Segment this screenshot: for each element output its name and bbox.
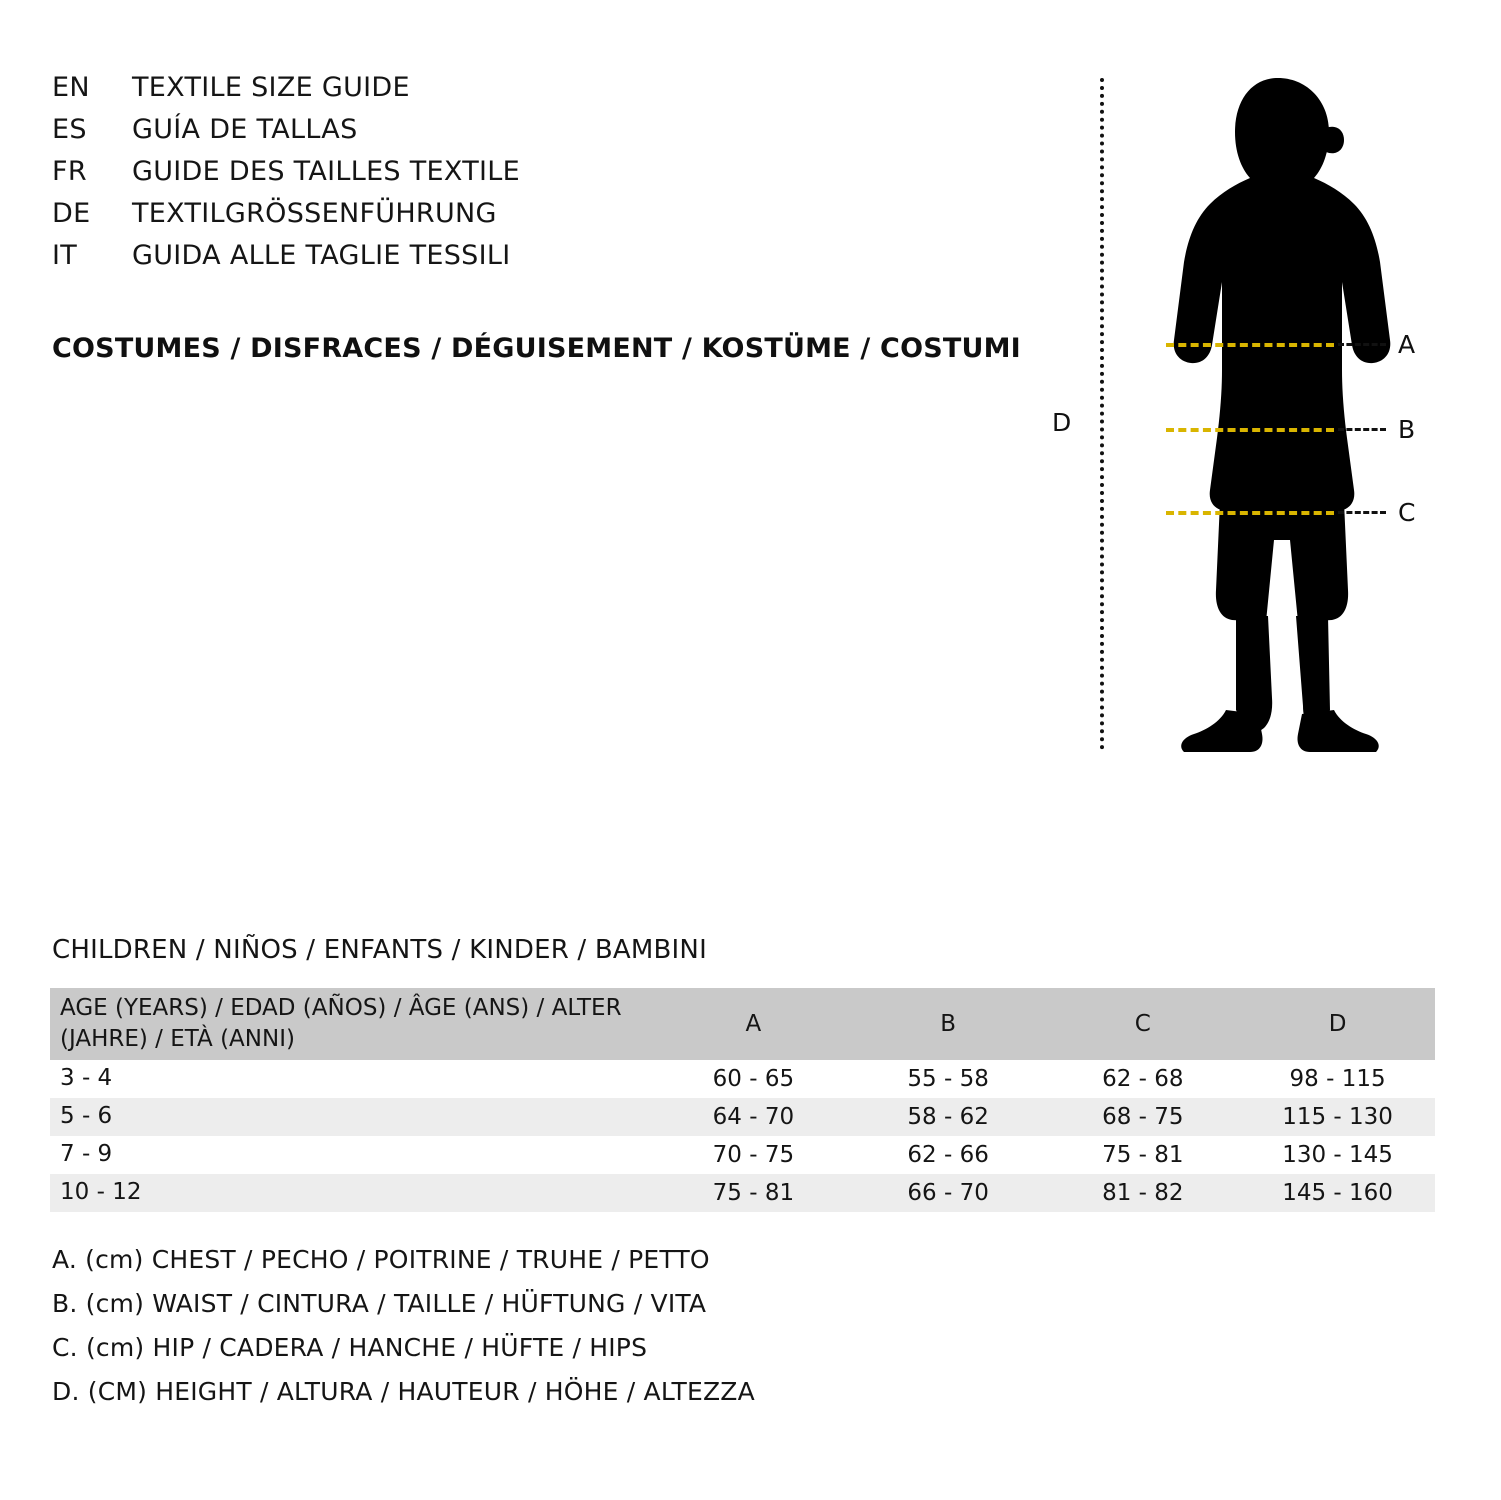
- table-header: [50, 988, 1435, 1060]
- column-header-c: C: [1045, 988, 1240, 1060]
- figure-label-d: D: [1052, 408, 1072, 437]
- cell-c: 62 - 68: [1045, 1060, 1240, 1098]
- chest-leader-line: [1338, 343, 1386, 346]
- language-row: [52, 156, 1032, 198]
- language-row: [52, 240, 1032, 282]
- legend-item-waist: B. (cm) WAIST / CINTURA / TAILLE / HÜFTUNG / VITA: [52, 1289, 707, 1318]
- column-header-d: D: [1240, 988, 1435, 1060]
- cell-c: 75 - 81: [1045, 1136, 1240, 1174]
- cell-age: 7 - 9: [50, 1136, 656, 1174]
- hip-measure-line: [1166, 511, 1334, 515]
- cell-a: 70 - 75: [656, 1136, 851, 1174]
- waist-leader-line: [1338, 428, 1386, 431]
- hip-leader-line: [1338, 511, 1386, 514]
- size-figure: [1020, 60, 1460, 760]
- language-row: [52, 198, 1032, 240]
- child-silhouette-icon: [1140, 70, 1420, 760]
- cell-c: 68 - 75: [1045, 1098, 1240, 1136]
- cell-d: 115 - 130: [1240, 1098, 1435, 1136]
- language-code: FR: [52, 156, 87, 187]
- cell-b: 66 - 70: [851, 1174, 1046, 1212]
- cell-d: 145 - 160: [1240, 1174, 1435, 1212]
- column-header-b: B: [851, 988, 1046, 1060]
- cell-a: 64 - 70: [656, 1098, 851, 1136]
- column-header-age: AGE (YEARS) / EDAD (AÑOS) / ÂGE (ANS) / ALTER (JAHRE) / ETÀ (ANNI): [50, 988, 656, 1060]
- language-list: [52, 72, 1032, 282]
- table-caption: CHILDREN / NIÑOS / ENFANTS / KINDER / BAMBINI: [52, 935, 707, 965]
- legend-item-hip: C. (cm) HIP / CADERA / HANCHE / HÜFTE / HIPS: [52, 1333, 648, 1362]
- language-title: GUIDE DES TAILLES TEXTILE: [132, 156, 520, 187]
- cell-age: 3 - 4: [50, 1060, 656, 1098]
- language-code: DE: [52, 198, 91, 229]
- language-code: ES: [52, 114, 87, 145]
- costumes-subtitle: COSTUMES / DISFRACES / DÉGUISEMENT / KOSTÜME / COSTUMI: [52, 333, 1021, 364]
- cell-b: 62 - 66: [851, 1136, 1046, 1174]
- cell-b: 58 - 62: [851, 1098, 1046, 1136]
- language-code: IT: [52, 240, 78, 271]
- cell-a: 60 - 65: [656, 1060, 851, 1098]
- chest-measure-line: [1166, 343, 1334, 347]
- table-row: [50, 1098, 1435, 1136]
- legend-item-chest: A. (cm) CHEST / PECHO / POITRINE / TRUHE / PETTO: [52, 1245, 710, 1274]
- cell-age: 5 - 6: [50, 1098, 656, 1136]
- figure-label-c: C: [1398, 498, 1416, 527]
- cell-c: 81 - 82: [1045, 1174, 1240, 1212]
- legend-item-height: D. (CM) HEIGHT / ALTURA / HAUTEUR / HÖHE / ALTEZZA: [52, 1377, 755, 1406]
- language-row: [52, 72, 1032, 114]
- size-table: [50, 988, 1435, 1212]
- table-row: [50, 1174, 1435, 1212]
- measurement-legend: [52, 1245, 1052, 1421]
- language-title: GUÍA DE TALLAS: [132, 114, 358, 145]
- language-title: TEXTILE SIZE GUIDE: [132, 72, 410, 103]
- table-body: [50, 1060, 1435, 1212]
- language-title: TEXTILGRÖSSENFÜHRUNG: [132, 198, 497, 229]
- cell-d: 130 - 145: [1240, 1136, 1435, 1174]
- cell-d: 98 - 115: [1240, 1060, 1435, 1098]
- cell-b: 55 - 58: [851, 1060, 1046, 1098]
- cell-age: 10 - 12: [50, 1174, 656, 1212]
- table-row: [50, 1136, 1435, 1174]
- cell-a: 75 - 81: [656, 1174, 851, 1212]
- table-header-row: [50, 988, 1435, 1060]
- column-header-a: A: [656, 988, 851, 1060]
- figure-label-a: A: [1398, 330, 1416, 359]
- language-code: EN: [52, 72, 90, 103]
- language-row: [52, 114, 1032, 156]
- height-axis-dotted-line: [1100, 78, 1104, 750]
- table-row: [50, 1060, 1435, 1098]
- figure-label-b: B: [1398, 415, 1416, 444]
- language-title: GUIDA ALLE TAGLIE TESSILI: [132, 240, 511, 271]
- waist-measure-line: [1166, 428, 1334, 432]
